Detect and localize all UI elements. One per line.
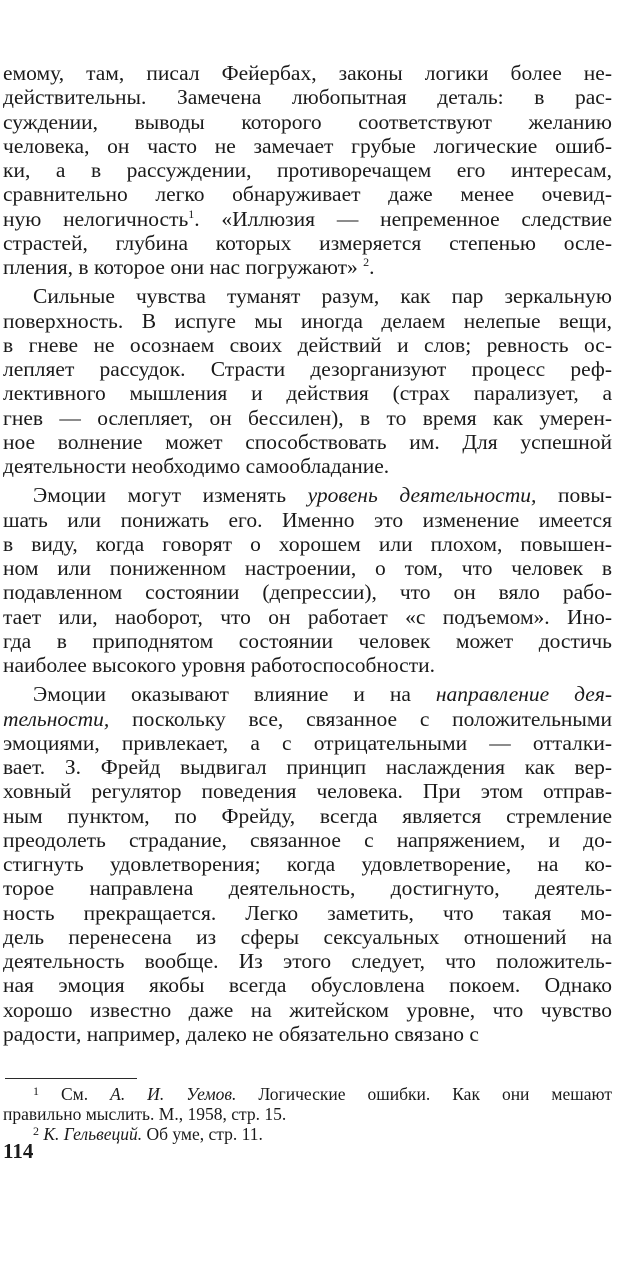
text-line — [3, 755, 612, 779]
text-segment: ным пунктом, по Фрейду, всегда является стремление — [3, 803, 612, 828]
footnote-marker: 1 — [188, 206, 195, 221]
text-line — [3, 333, 612, 357]
text-segment: суждении, выводы которого соответствуют желанию — [3, 109, 612, 134]
text-line — [3, 852, 612, 876]
text-line — [3, 682, 612, 706]
text-line — [3, 949, 612, 973]
text-line — [3, 605, 612, 629]
text-line — [3, 653, 612, 677]
text-segment: гда в приподнятом состоянии человек может достичь — [3, 628, 612, 653]
text-segment: емому, там, писал Фейербах, законы логики более не- — [3, 61, 612, 85]
text-line — [3, 158, 612, 182]
text-line — [3, 454, 612, 478]
text-segment: преодолеть страдание, связанное с напряжением, и до- — [3, 827, 612, 852]
footnote-line — [3, 1124, 612, 1144]
text-segment: Об уме, стр. 11. — [142, 1124, 263, 1144]
text-segment: наиболее высокого уровня работоспособности. — [3, 653, 435, 677]
text-line — [3, 901, 612, 925]
text-line — [3, 629, 612, 653]
text-line — [3, 134, 612, 158]
page-number: 114 — [3, 1139, 34, 1163]
text-segment: . «Иллюзия — непременное следствие — [194, 206, 612, 231]
text-segment: Сильные чувства туманят разум, как пар зеркальную — [33, 284, 612, 309]
text-segment: Логические ошибки. Как они мешают — [236, 1084, 612, 1104]
text-segment: вает. З. Фрейд выдвигал принцип наслаждения как вер- — [3, 755, 612, 779]
text-line — [3, 532, 612, 556]
text-line — [3, 580, 612, 604]
text-segment: ность прекращается. Легко заметить, что такая мо- — [3, 900, 612, 925]
text-segment: деятельности необходимо самообладание. — [3, 454, 390, 478]
text-line — [3, 707, 612, 731]
text-segment: поскольку все, связанное с положительными — [109, 706, 612, 731]
text-segment: действительны. Замечена любопытная деталь: в рас- — [3, 85, 612, 110]
text-line — [3, 61, 612, 85]
text-segment: тает или, наоборот, что он работает «с подъемом». Ино- — [3, 604, 612, 629]
text-line — [3, 1022, 612, 1046]
text-segment: А. И. Уемов. — [110, 1084, 237, 1104]
text-segment: человека, он часто не замечает грубые логические ошиб- — [3, 133, 612, 158]
text-line — [3, 973, 612, 997]
text-segment: гнев — ослепляет, он бессилен), в то время как умерен- — [3, 405, 612, 430]
text-line — [3, 406, 612, 430]
text-segment: лективного мышления и действия (страх парализует, а — [3, 381, 612, 406]
text-line — [3, 207, 612, 231]
body-text — [3, 61, 612, 1046]
text-line — [3, 556, 612, 580]
footnote-separator — [5, 1078, 137, 1079]
text-line — [3, 998, 612, 1022]
text-segment: К. Гельвеций. — [43, 1124, 143, 1144]
text-segment: деятельность вообще. Из этого следует, что положитель- — [3, 949, 612, 973]
text-segment: ное волнение может способствовать им. Для успешной — [3, 429, 612, 454]
text-line — [3, 357, 612, 381]
text-segment: ки, а в рассуждении, противоречащем его интересам, — [3, 158, 612, 182]
text-segment: ная эмоция якобы всегда обусловлена покоем. Однако — [3, 973, 612, 998]
footnote-line — [3, 1104, 612, 1124]
text-segment: страстей, глубина которых измеряется степенью осле- — [3, 230, 612, 255]
footnote-marker: 2 — [33, 1124, 39, 1138]
text-segment: эмоциями, привлекает, а с отрицательными — отталки- — [3, 730, 612, 755]
text-segment: ном или пониженном настроении, о том, что человек в — [3, 556, 612, 580]
text-line — [3, 309, 612, 333]
text-segment: в виду, когда говорят о хорошем или плохом, повышен- — [3, 531, 612, 556]
footnote-line — [3, 1084, 612, 1104]
text-segment: Эмоции оказывают влияние и на — [33, 682, 436, 707]
text-segment: пления, в которое они нас погружают» — [3, 255, 364, 279]
text-line — [3, 110, 612, 134]
text-segment: торое направлена деятельность, достигнуто, деятель- — [3, 876, 612, 901]
text-segment: уровень деятельности, — [307, 483, 537, 508]
text-line — [3, 925, 612, 949]
text-line — [3, 483, 612, 507]
text-line — [3, 731, 612, 755]
text-line — [3, 85, 612, 109]
text-segment: стигнуть удовлетворения; когда удовлетворение, на ко- — [3, 852, 612, 876]
text-line — [3, 284, 612, 308]
text-line — [3, 381, 612, 405]
text-segment: радости, например, далеко не обязательно связано с — [3, 1021, 479, 1046]
footnotes — [3, 1084, 612, 1144]
text-line — [3, 508, 612, 532]
text-segment: дель перенесена из сферы сексуальных отношений на — [3, 924, 612, 949]
text-segment: Эмоции могут изменять — [33, 483, 308, 508]
text-segment: в гневе не осознаем своих действий и слов; ревность ос- — [3, 332, 612, 357]
text-segment: повы- — [536, 483, 612, 508]
footnote-marker: 2 — [363, 255, 370, 269]
footnote-marker: 1 — [33, 1084, 39, 1098]
text-segment: лепляет рассудок. Страсти дезорганизуют процесс реф- — [3, 357, 612, 381]
text-segment: тельности, — [3, 706, 110, 731]
text-line — [3, 779, 612, 803]
text-segment: . — [369, 255, 375, 279]
text-segment: сравнительно легко обнаруживает даже менее очевид- — [3, 182, 612, 207]
text-line — [3, 430, 612, 454]
text-segment: шать или понижать его. Именно это изменение имеется — [3, 507, 612, 532]
text-line — [3, 231, 612, 255]
text-line — [3, 876, 612, 900]
text-segment: правильно мыслить. М., 1958, стр. 15. — [3, 1104, 287, 1124]
text-segment: См. — [39, 1084, 111, 1104]
text-line — [3, 828, 612, 852]
text-segment: ховный регулятор поведения человека. При этом отправ- — [3, 779, 612, 804]
text-segment: направление дея- — [435, 682, 612, 707]
text-line — [3, 804, 612, 828]
text-segment: ную нелогичность — [3, 206, 189, 231]
text-line — [3, 255, 612, 279]
text-segment: подавленном состоянии (депрессии), что он вяло рабо- — [3, 580, 612, 605]
text-line — [3, 182, 612, 206]
text-segment: поверхность. В испуге мы иногда делаем нелепые вещи, — [3, 308, 612, 333]
text-segment: хорошо известно даже на житейском уровне, что чувство — [3, 997, 612, 1022]
